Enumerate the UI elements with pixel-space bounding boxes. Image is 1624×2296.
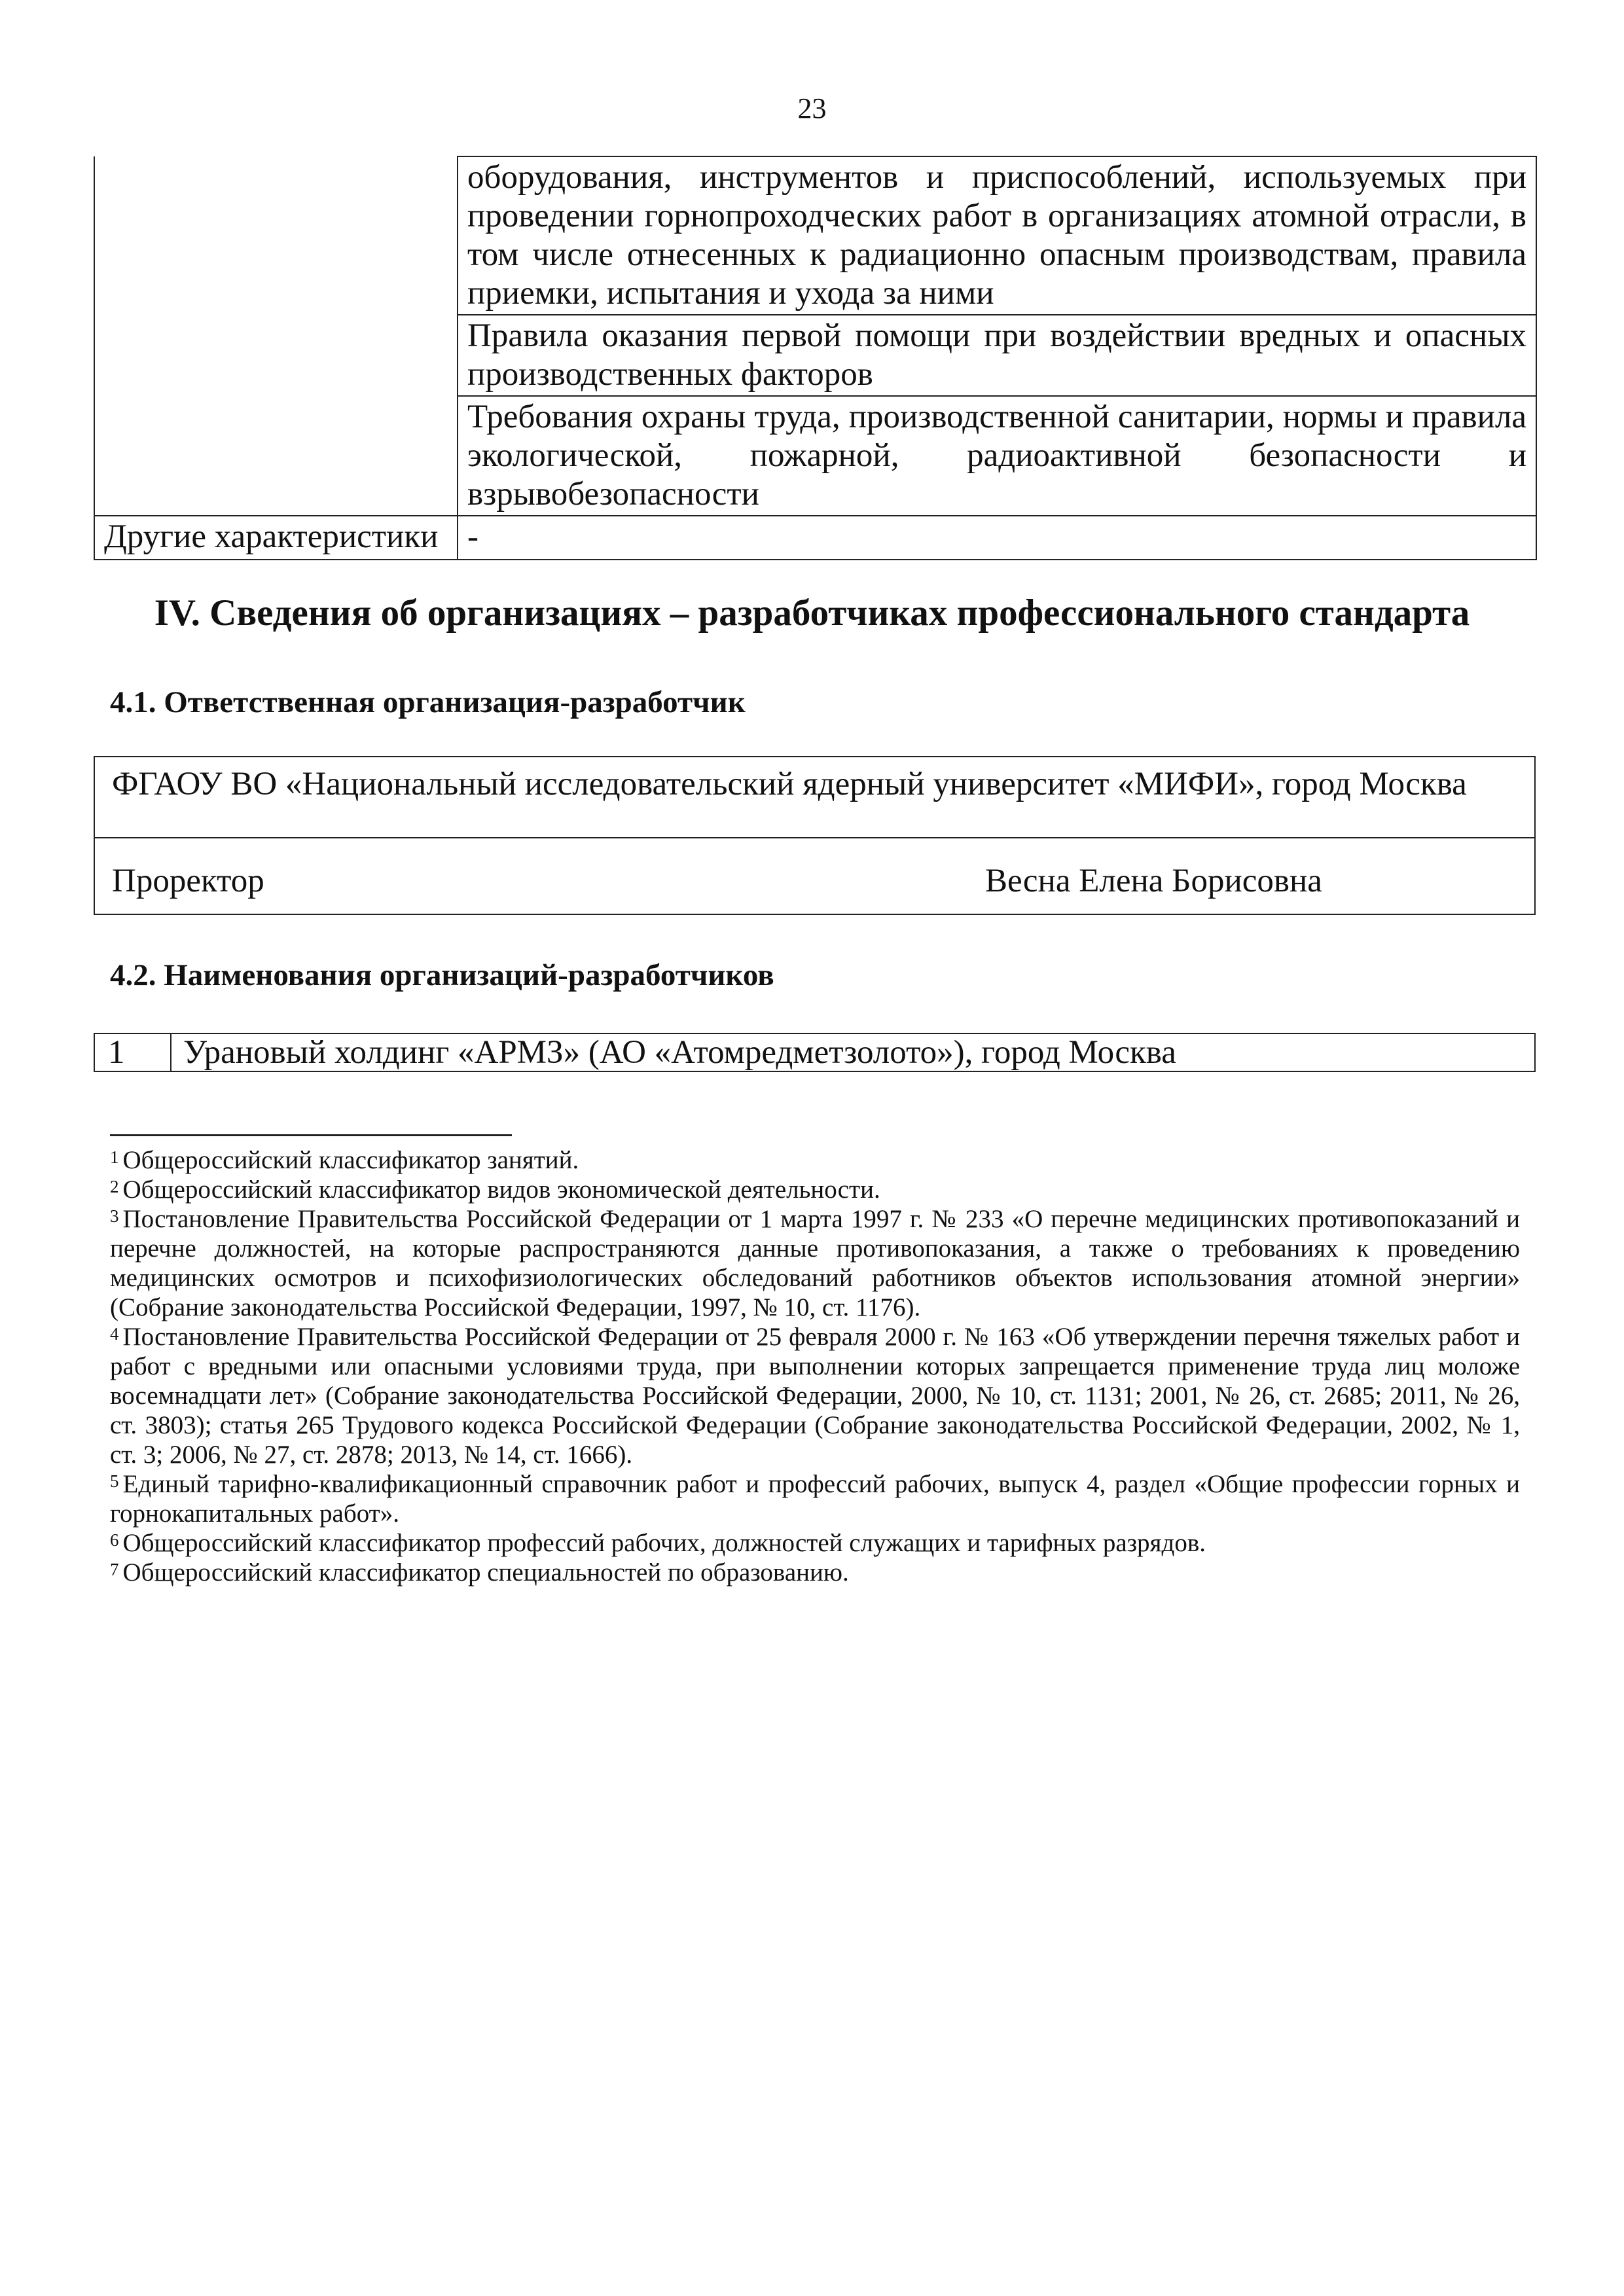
footnote-mark: 5 <box>110 1471 119 1491</box>
other-characteristics-value: - <box>458 516 1536 560</box>
footnote <box>110 1145 1520 1175</box>
row-label-cell <box>94 156 458 315</box>
requirement-text: Правила оказания первой помощи при воздействии вредных и опасных производственных факторов <box>458 315 1536 396</box>
footnote-mark: 4 <box>110 1324 119 1344</box>
section-title: IV. Сведения об организациях – разработчиках профессионального стандарта <box>154 592 1470 634</box>
footnote-rule <box>110 1134 512 1136</box>
developer-number: 1 <box>108 1034 125 1071</box>
divider <box>95 837 1534 838</box>
requirement-text: Требования охраны труда, производственной санитарии, нормы и правила экологической, пожарной, радиоактивной безопасности и взрывобезопасности <box>458 396 1536 516</box>
footnote-text: Постановление Правительства Российской Федерации от 1 марта 1997 г. № 233 «О перечне медицинских противопоказаний и перечне должностей, на которые распространяются данные противопоказания, а также о требованиях к проведению медицинских осмотров и психофизиологических обследований работников объектов использования атомной энергии» (Собрание законодательства Российской Федерации, 1997, № 10, ст. 1176). <box>110 1205 1520 1321</box>
footnote <box>110 1322 1520 1469</box>
requirement-text: оборудования, инструментов и приспособлений, используемых при проведении горнопроходческих работ в организациях атомной отрасли, в том числе отнесенных к радиационно опасным производствам, правила приемки, испытания и ухода за ними <box>458 156 1536 315</box>
other-characteristics-row <box>94 516 1536 560</box>
row-label-cell <box>94 396 458 516</box>
footnote-text: Единый тарифно-квалификационный справочник работ и профессий рабочих, выпуск 4, раздел «Общие профессии горных и горнокапитальных работ». <box>110 1470 1520 1528</box>
footnote-text: Общероссийский классификатор занятий. <box>122 1146 579 1174</box>
responsible-org-heading: 4.1. Ответственная организация-разработчик <box>110 685 746 719</box>
table-row <box>94 396 1536 516</box>
page-number: 23 <box>797 92 827 124</box>
footnote <box>110 1558 1520 1587</box>
footnote-mark: 2 <box>110 1177 119 1196</box>
footnotes <box>110 1145 1520 1587</box>
footnote-mark: 1 <box>110 1147 119 1167</box>
signatory-position: Проректор <box>112 863 264 899</box>
footnote <box>110 1528 1520 1558</box>
table-row <box>94 156 1536 315</box>
row-label-cell <box>94 315 458 396</box>
divider <box>170 1034 171 1071</box>
footnote-text: Общероссийский классификатор видов экономической деятельности. <box>122 1175 880 1204</box>
footnote-mark: 6 <box>110 1530 119 1550</box>
footnote <box>110 1204 1520 1322</box>
other-characteristics-label: Другие характеристики <box>94 516 458 560</box>
footnote <box>110 1175 1520 1204</box>
footnote-text: Общероссийский классификатор профессий рабочих, должностей служащих и тарифных разрядов. <box>122 1529 1206 1557</box>
developers-table <box>94 1033 1536 1072</box>
developers-heading: 4.2. Наименования организаций-разработчиков <box>110 958 774 992</box>
footnote <box>110 1469 1520 1528</box>
footnote-text: Постановление Правительства Российской Федерации от 25 февраля 2000 г. № 163 «Об утверждении перечня тяжелых работ и работ с вредными или опасными условиями труда, при выполнении которых запрещается применение труда лиц моложе восемнадцати лет» (Собрание законодательства Российской Федерации, 2000, № 10, ст. 1131; 2001, № 26, ст. 2685; 2011, № 26, ст. 3803); статья 265 Трудового кодекса Российской Федерации (Собрание законодательства Российской Федерации, 2002, № 1, ст. 3; 2006, № 27, ст. 2878; 2013, № 14, ст. 1666). <box>110 1323 1520 1469</box>
org-name: ФГАОУ ВО «Национальный исследовательский ядерный университет «МИФИ», город Москва <box>112 766 1467 802</box>
developer-name: Урановый холдинг «АРМЗ» (АО «Атомредметзолото»), город Москва <box>183 1034 1176 1071</box>
footnote-mark: 3 <box>110 1206 119 1226</box>
footnote-text: Общероссийский классификатор специальностей по образованию. <box>122 1558 849 1587</box>
responsible-org-box <box>94 756 1536 915</box>
requirements-table <box>94 156 1537 560</box>
table-row <box>94 315 1536 396</box>
footnote-mark: 7 <box>110 1560 119 1579</box>
signatory-name: Весна Елена Борисовна <box>985 863 1322 899</box>
